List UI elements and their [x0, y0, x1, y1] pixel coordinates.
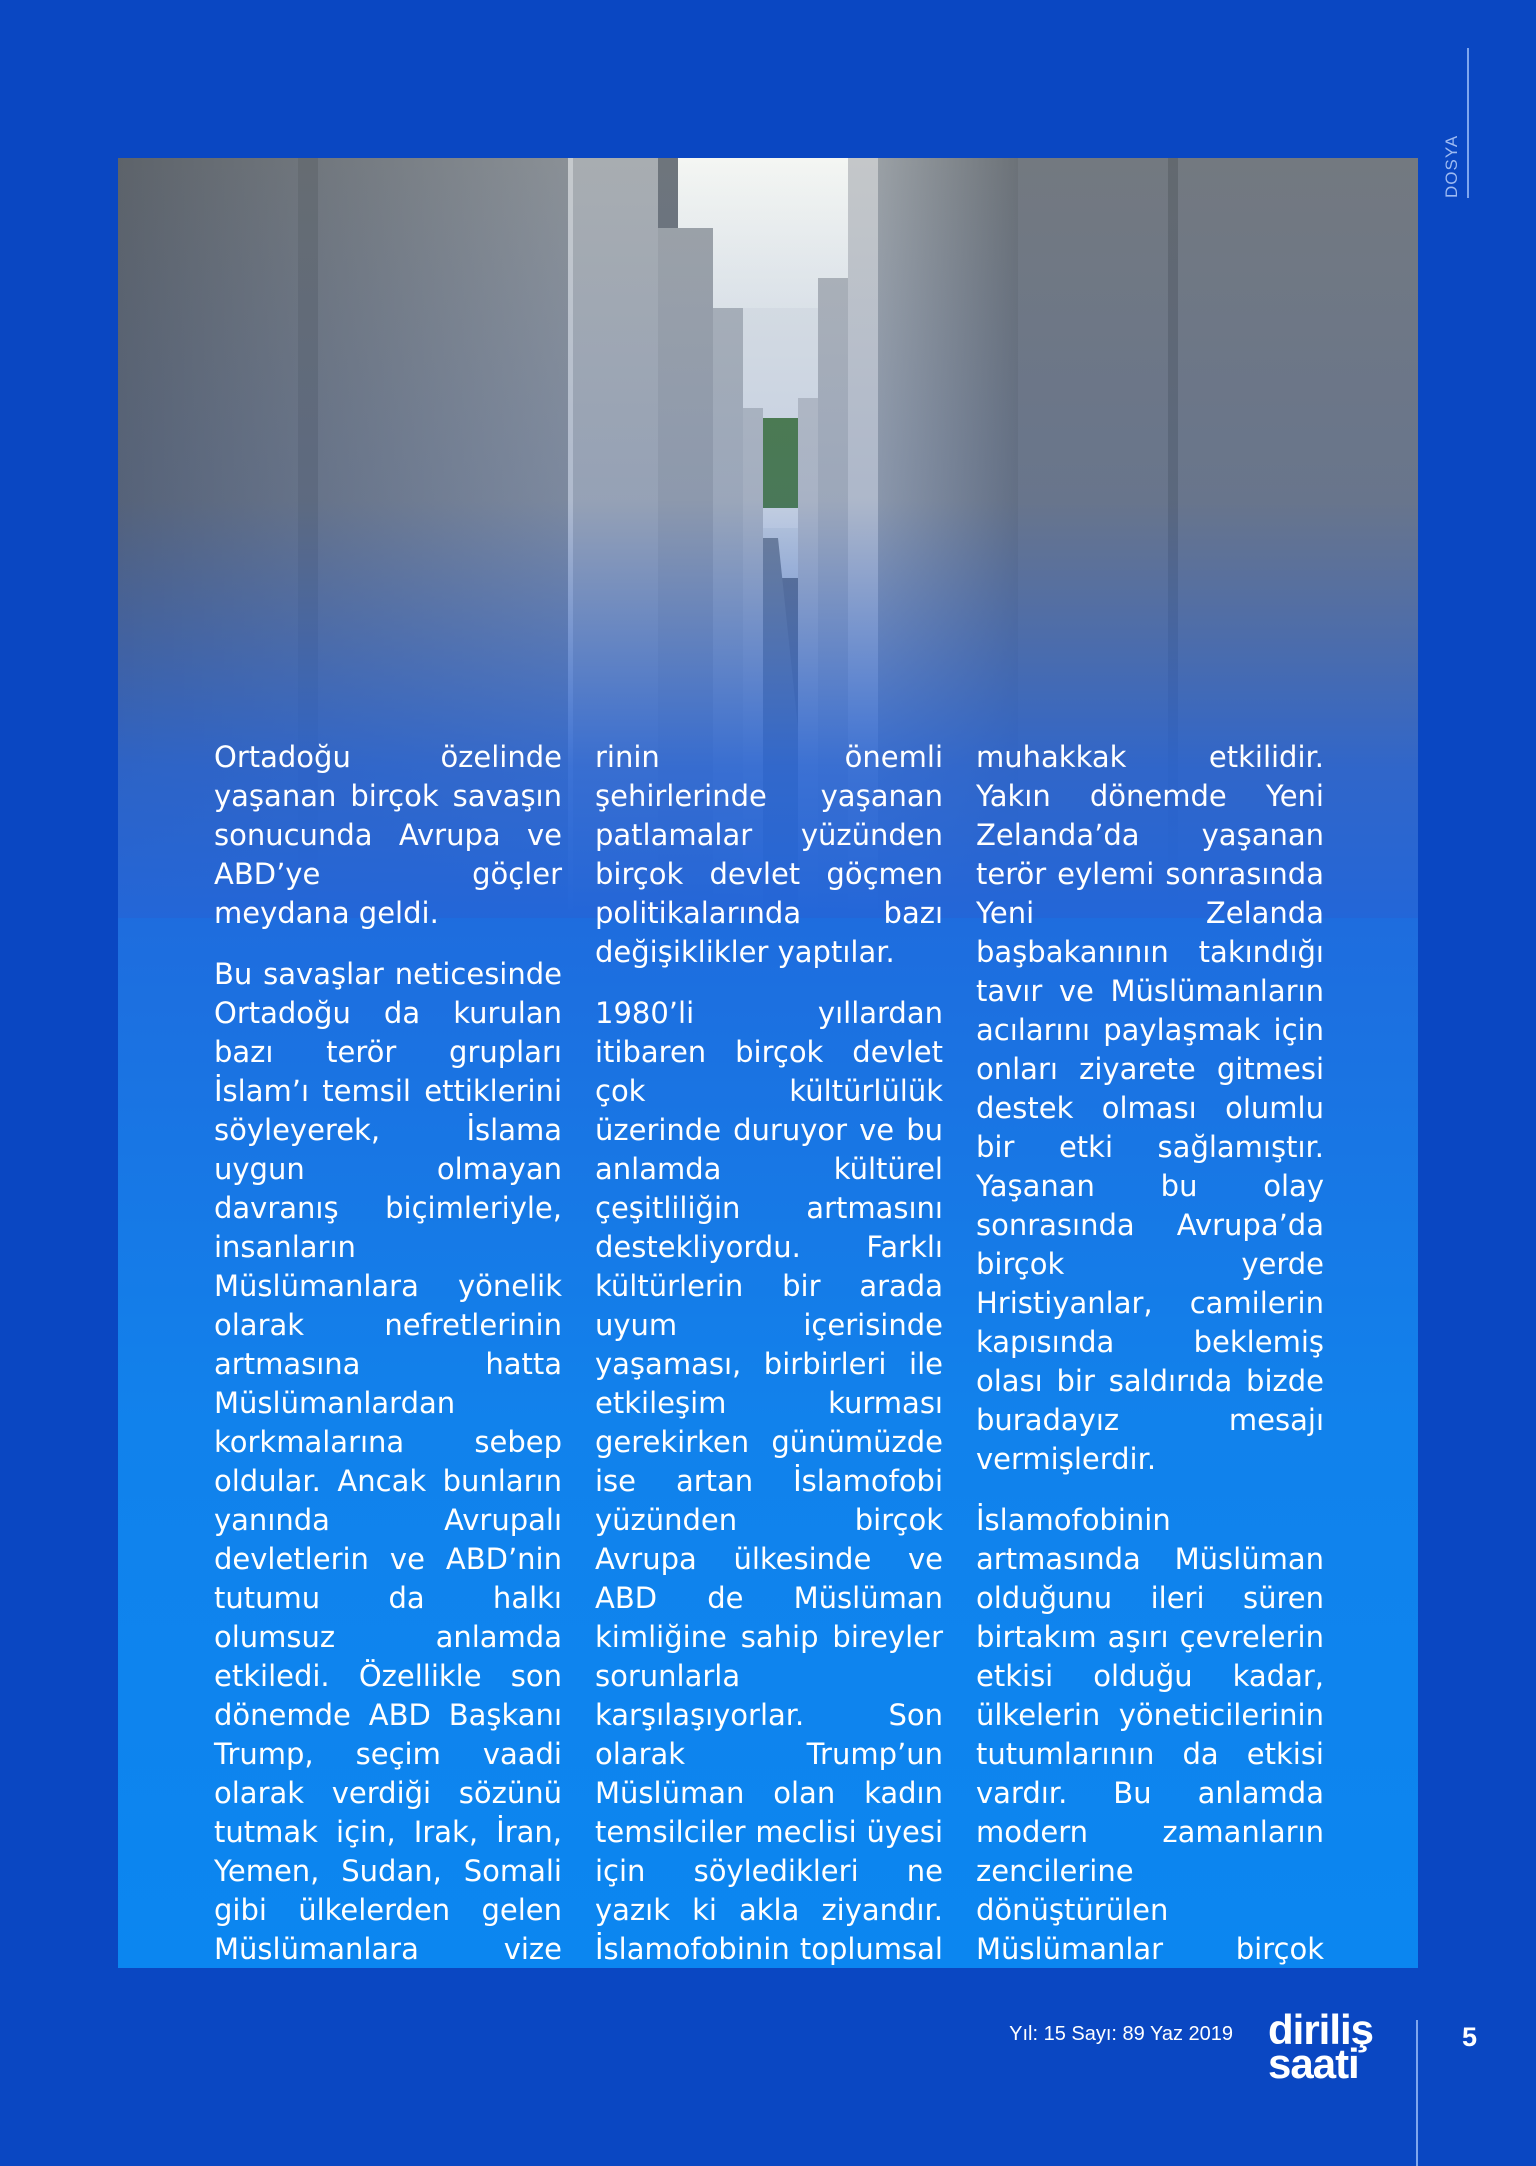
article-panel — [118, 158, 1418, 1968]
issue-info: Yıl: 15 Sayı: 89 Yaz 2019 — [1009, 2023, 1233, 2045]
logo-line-1: diriliş — [1268, 2006, 1374, 2053]
section-rule — [1467, 48, 1469, 198]
footer-divider — [1416, 2020, 1418, 2166]
paragraph: 1980’li yıllardan itibaren birçok devlet çok kültürlülük üzerinde duruyor ve bu anlamda kültürel çeşitliliğin artmasını destekliyordu. Farklı kültürlerin bir arada uyum içerisinde yaşaması, birbirleri ile etkileşim kurması gerekirken günümüzde ise artan İslamofobi yüzünden birçok Avrupa ülkesinde ve ABD de Müslüman kimliğine sahip bireyler sorunlarla karşılaşıyorlar. Son olarak Trump’un Müslüman olan kadın temsilciler meclisi üyesi için söyledikleri ne yazık ki akla ziyandır. İslamofobinin toplumsal — [595, 996, 943, 1966]
section-label: DOSYA — [1442, 134, 1461, 198]
article-columns — [214, 738, 1324, 1966]
paragraph: Bu savaşlar neticesinde Ortadoğu da kurulan bazı terör grupları İslam’ı temsil ettiklerini söyleyerek, İslama uygun olmayan davranış biçimleriyle, insanların Müslümanlara yönelik olarak nefretlerinin artmasına hatta Müslümanlardan korkmalarına sebep oldular. Ancak bunların yanında Avrupalı devletlerin ve ABD’nin tutumu da halkı olumsuz anlamda etkiledi. Özellikle son dönemde ABD Başkanı Trump, seçim vaadi olarak verdiği sözünü tutmak için, Irak, İran, Yemen, Sudan, Somali gibi ülkelerden gelen Müslümanlara vize — [214, 957, 562, 1966]
magazine-logo — [1268, 2006, 1398, 2087]
article-column-2 — [595, 738, 943, 1968]
paragraph: İslamofobinin artmasında Müslüman olduğunu ileri süren birtakım aşırı çevrelerin etkisi olduğu kadar, ülkelerin yöneticilerinin tutumlarının da etkisi vardır. Bu anlamda modern zamanların zencilerine dönüştürülen Müslümanlar birçok — [976, 1503, 1324, 1966]
article-column-1 — [214, 738, 562, 1968]
article-column-3 — [976, 738, 1324, 1968]
paragraph: muhakkak etkilidir. Yakın dönemde Yeni Zelanda’da yaşanan terör eylemi sonrasında Yeni Zelanda başbakanının takındığı tavır ve Müslümanların acılarını paylaşmak için onları ziyarete gitmesi destek olması olumlu bir etki sağlamıştır. Yaşanan bu olay sonrasında Avrupa’da birçok yerde Hristiyanlar, camilerin kapısında beklemiş olası bir saldırıda bizde buradayız mesajı vermişlerdir. — [976, 740, 1324, 1476]
section-tag — [1442, 48, 1510, 198]
logo-line-2: saati — [1268, 2040, 1359, 2087]
paragraph: rinin önemli şehirlerinde yaşanan patlamalar yüzünden birçok devlet göçmen politikalarında bazı değişiklikler yaptılar. — [595, 740, 943, 969]
page-number: 5 — [1462, 2022, 1478, 2052]
paragraph: Ortadoğu özelinde yaşanan birçok savaşın sonucunda Avrupa ve ABD’ye göçler meydana geldi. — [214, 740, 562, 930]
